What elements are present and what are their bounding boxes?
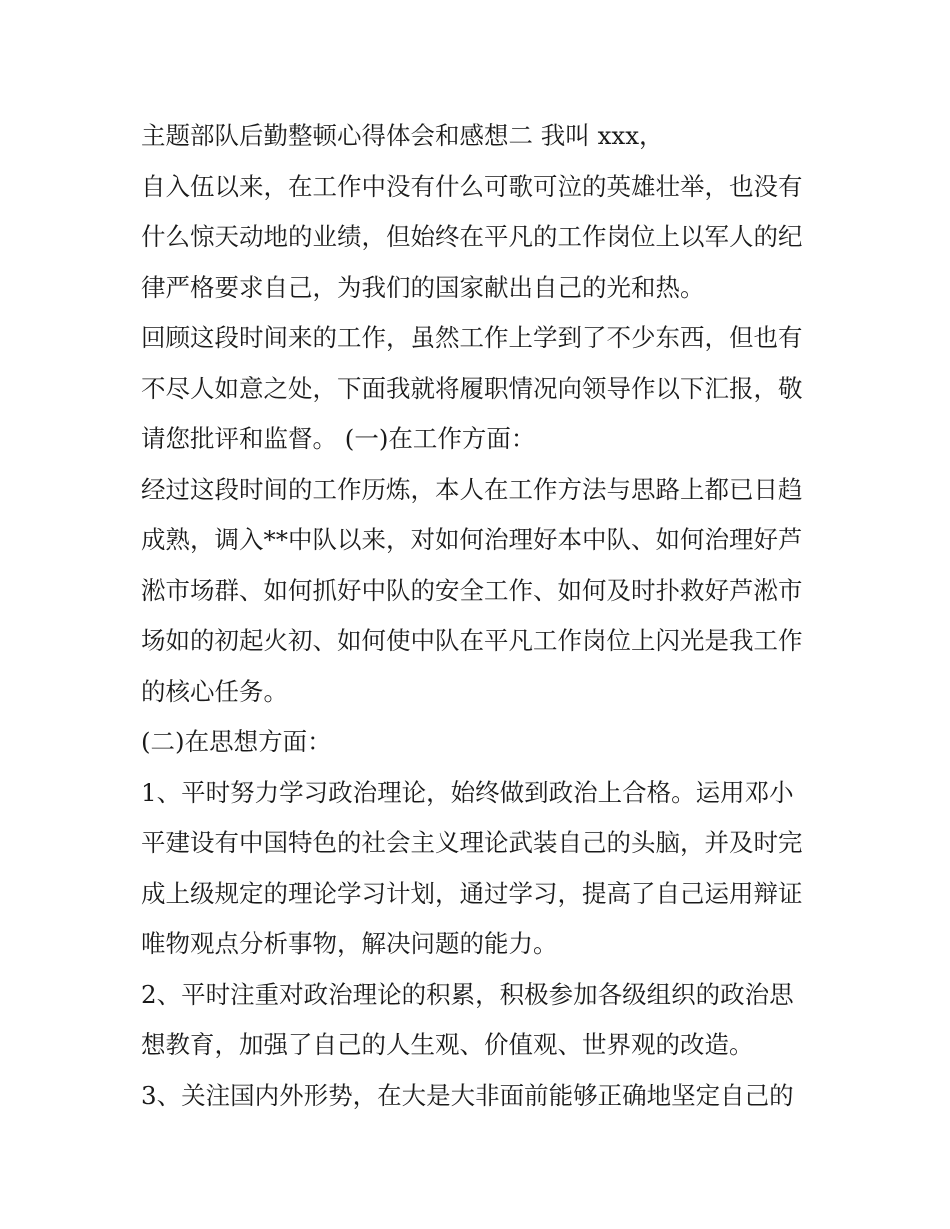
document-body: [141, 111, 821, 1121]
text-line: 平建设有中国特色的社会主义理论武装自己的头脑，并及时完: [141, 828, 803, 857]
text-line: 唯物观点分析事物，解决问题的能力。: [141, 929, 558, 958]
text-line: 1、平时努力学习政治理论，始终做到政治上合格。运用邓小: [141, 777, 794, 807]
text-line: 什么惊天动地的业绩，但始终在平凡的工作岗位上以军人的纪: [141, 222, 803, 251]
text-line: 自入伍以来，在工作中没有什么可歌可泣的英雄壮举，也没有: [141, 171, 803, 201]
text-line: 想教育，加强了自己的人生观、价值观、世界观的改造。: [141, 1030, 754, 1059]
text-line: 经过这段时间的工作历炼，本人在工作方法与思路上都已日趋: [141, 474, 803, 504]
text-line: 淞市场群、如何抓好中队的安全工作、如何及时扑救好芦淞市: [141, 575, 803, 605]
text-line: 请您批评和监督。 (一)在工作方面：: [141, 424, 536, 453]
text-line: 律严格要求自己，为我们的国家献出自己的光和热。: [141, 272, 705, 302]
text-line: (二)在思想方面：: [141, 727, 332, 756]
text-line: 2、平时注重对政治理论的积累，积极参加各级组织的政治思: [141, 979, 794, 1009]
text-line: 主题部队后勤整顿心得体会和感想二 我叫 xxx，: [141, 121, 664, 150]
text-line: 回顾这段时间来的工作，虽然工作上学到了不少东西，但也有: [141, 323, 803, 352]
text-line: 不尽人如意之处，下面我就将履职情况向领导作以下汇报，敬: [141, 373, 803, 403]
text-line: 的核心任务。: [141, 676, 288, 706]
text-line: 成上级规定的理论学习计划，通过学习，提高了自己运用辩证: [141, 878, 803, 908]
text-line: 成熟，调入**中队以来，对如何治理好本中队、如何治理好芦: [141, 525, 803, 554]
text-line: 3、关注国内外形势，在大是大非面前能够正确地坚定自己的: [141, 1080, 794, 1110]
text-line: 场如的初起火初、如何使中队在平凡工作岗位上闪光是我工作: [141, 626, 803, 655]
